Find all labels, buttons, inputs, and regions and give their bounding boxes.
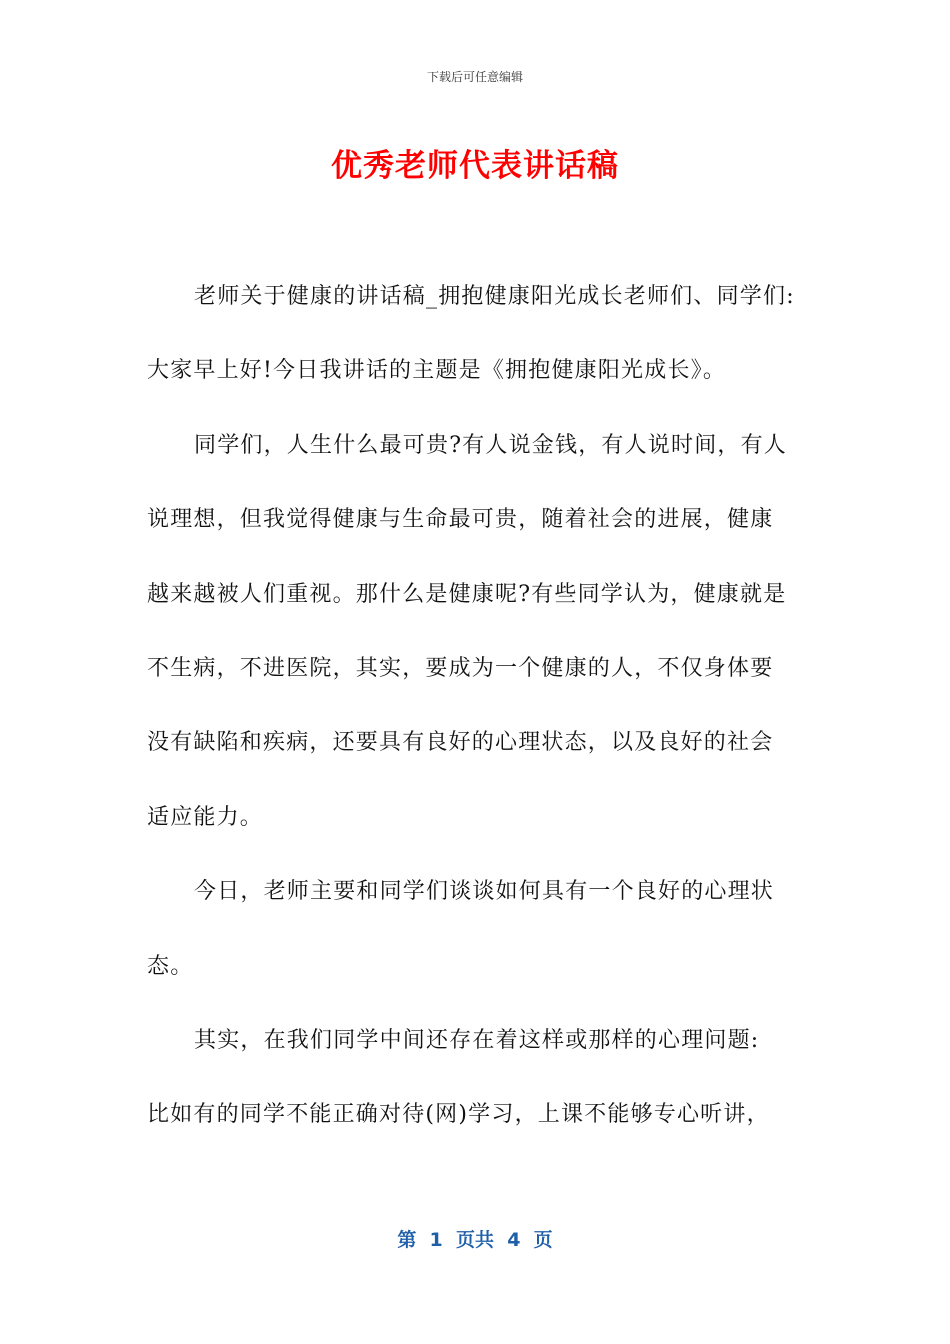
body-line: 今日，老师主要和同学们谈谈如何具有一个良好的心理状 xyxy=(194,879,775,905)
body-line: 比如有的同学不能正确对待(网)学习，上课不能够专心听讲， xyxy=(147,1102,770,1128)
body-line: 老师关于健康的讲话稿_拥抱健康阳光成长老师们、同学们: xyxy=(194,284,795,309)
body-line: 其实，在我们同学中间还存在着这样或那样的心理问题: xyxy=(194,1027,760,1053)
body-line: 越来越被人们重视。那什么是健康呢?有些同学认为，健康就是 xyxy=(147,581,787,607)
body-line: 没有缺陷和疾病，还要具有良好的心理状态，以及良好的社会 xyxy=(147,730,774,756)
body-line: 态。 xyxy=(147,953,194,979)
document-body xyxy=(147,260,811,1153)
body-line: 同学们，人生什么最可贵?有人说金钱，有人说时间，有人 xyxy=(194,432,787,458)
header-note: 下载后可任意编辑 xyxy=(426,70,523,84)
body-line: 不生病，不进医院，其实，要成为一个健康的人，不仅身体要 xyxy=(147,655,774,681)
body-line: 适应能力。 xyxy=(147,804,264,830)
page-number: 第 1 页共 4 页 xyxy=(397,1229,553,1251)
body-line: 大家早上好!今日我讲话的主题是《拥抱健康阳光成长》。 xyxy=(147,358,727,384)
document-title: 优秀老师代表讲话稿 xyxy=(331,148,619,184)
body-line: 说理想，但我觉得健康与生命最可贵，随着社会的进展，健康 xyxy=(147,507,774,533)
